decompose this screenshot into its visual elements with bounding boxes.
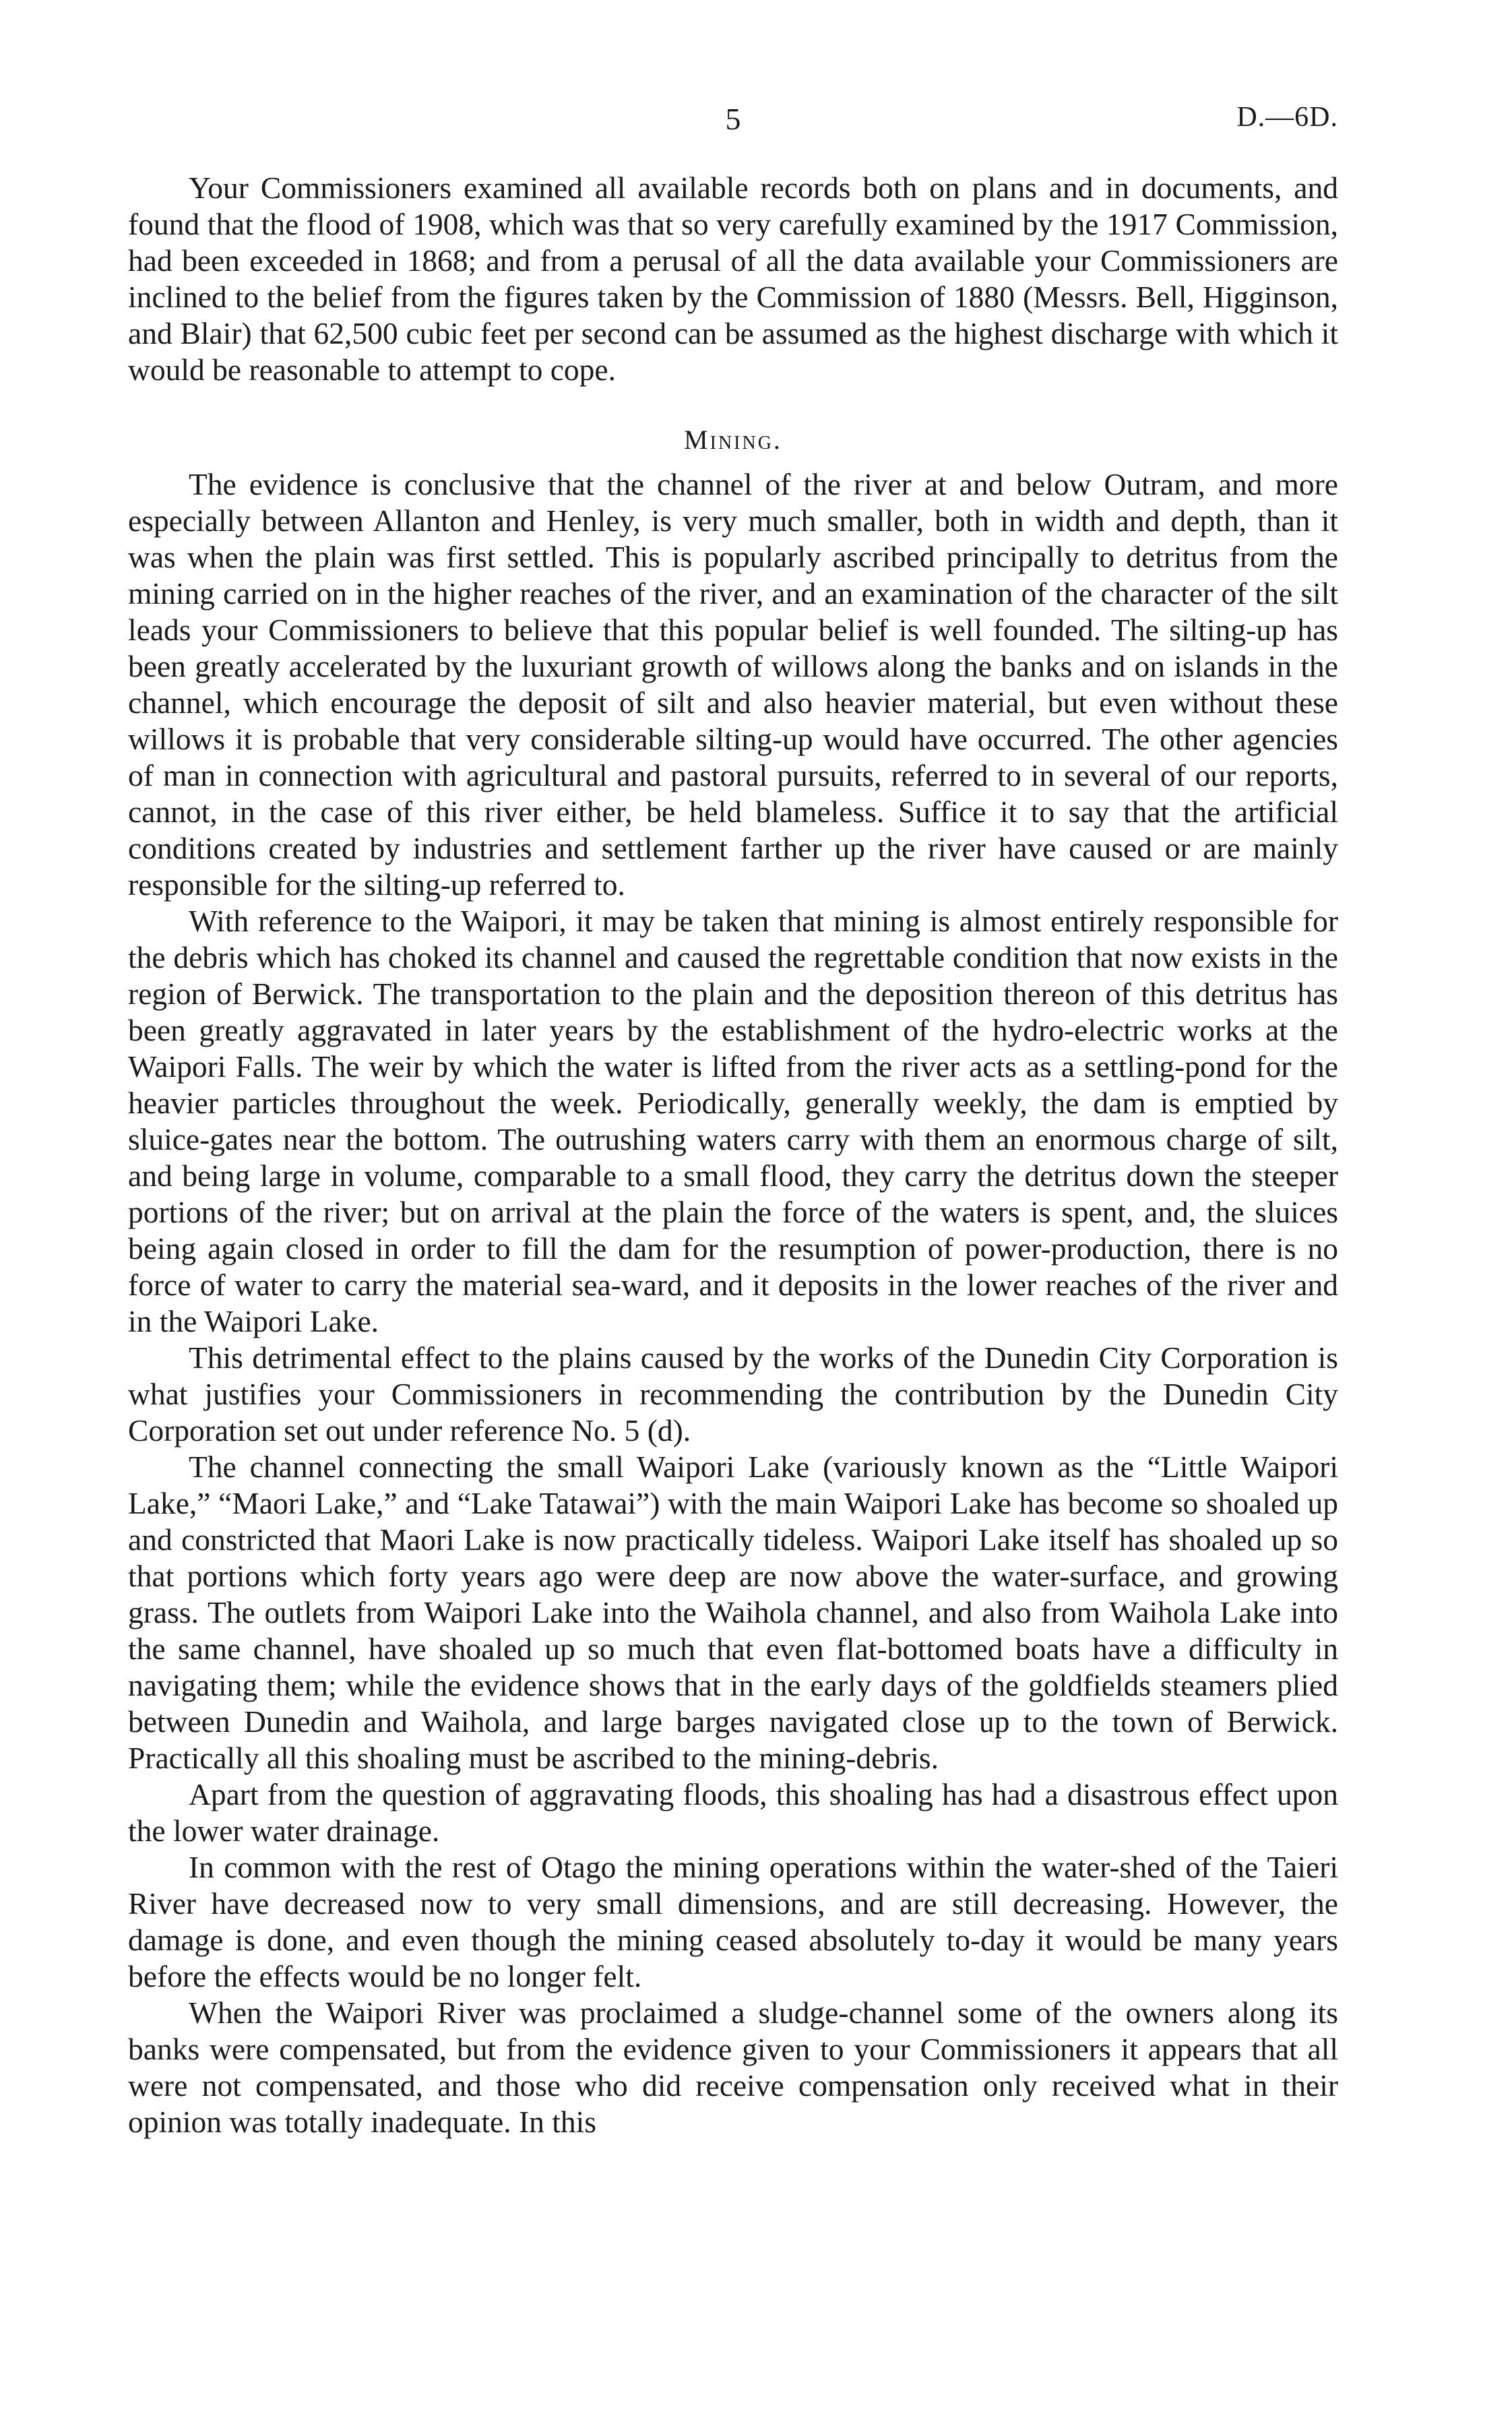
paragraph-lake-shoaling: The channel connecting the small Waipori Lake (variously known as the “Little Waipori Lake,” “Maori Lake,” and “Lake Tatawai”) with the main Waipori Lake has become so shoaled up and constricted that Maori Lake is now practically tideless. Waipori Lake itself has shoaled up so that portions which forty years ago were deep are now above the water-surface, and growing grass. The outlets from Waipori Lake into the Waihola channel, and also from Waihola Lake into the same channel, have shoaled up so much that even flat-bottomed boats have a difficulty in navigating them; while the evidence shows that in the early days of the goldfields steamers plied between Dunedin and Waihola, and large barges navigated close up to the town of Berwick. Practically all this shoaling must be ascribed to the mining-debris. — [128, 1450, 1338, 1775]
paragraph-river-channel: The evidence is conclusive that the channel of the river at and below Outram, and more especially between Allanton and Henley, is very much smaller, both in width and depth, than it was when the plain was first settled. This is popularly ascribed principally to detritus from the mining carried on in the higher reaches of the river, and an examination of the character of the silt leads your Commissioners to believe that this popular belief is well founded. The silting-up has been greatly accelerated by the luxuriant growth of willows along the banks and on islands in the channel, which encourage the deposit of silt and also heavier material, but even without these willows it is probable that very considerable silting-up would have occurred. The other agencies of man in connection with agricultural and pastoral pursuits, referred to in several of our reports, cannot, in the case of this river either, be held blameless. Suffice it to say that the artificial conditions created by industries and settlement farther up the river have caused or are mainly responsible for the silting-up referred to. — [128, 467, 1338, 902]
body-text — [128, 170, 1338, 2140]
section-heading-mining: Mining. — [684, 425, 782, 455]
paragraph-sludge-channel: When the Waipori River was proclaimed a sludge-channel some of the owners along its banks were compensated, but from the evidence given to your Commissioners it appears that all were not compensated, and those who did receive compensation only received what in their opinion was totally inadequate. In this — [128, 1995, 1338, 2139]
paragraph-mining-decrease: In common with the rest of Otago the mining operations within the water-shed of the Taieri River have decreased now to very small dimensions, and are still decreasing. However, the damage is done, and even though the mining ceased absolutely to-day it would be many years before the effects would be no longer felt. — [128, 1850, 1338, 1993]
page-number: 5 — [725, 102, 741, 136]
paragraph-dunedin-contribution: This detrimental effect to the plains caused by the works of the Dunedin City Corporation is what justifies your Commissioners in recommending the contribution by the Dunedin City Corporation set out under reference No. 5 (d). — [128, 1340, 1338, 1448]
paragraph-waipori-debris: With reference to the Waipori, it may be taken that mining is almost entirely responsible for the debris which has choked its channel and caused the regrettable condition that now exists in the region of Berwick. The transportation to the plain and the deposition thereon of this detritus has been greatly aggravated in later years by the establishment of the hydro-electric works at the Waipori Falls. The weir by which the water is lifted from the river acts as a settling-pond for the heavier particles throughout the week. Periodically, generally weekly, the dam is emptied by sluice-gates near the bottom. The outrushing waters carry with them an enormous charge of silt, and being large in volume, comparable to a small flood, they carry the detritus down the steeper portions of the river; but on arrival at the plain the force of the waters is spent, and, the sluices being again closed in order to fill the dam for the resumption of power-production, there is no force of water to carry the material sea-ward, and it deposits in the lower reaches of the river and in the Waipori Lake. — [128, 904, 1338, 1338]
paragraph-drainage-effect: Apart from the question of aggravating floods, this shoaling has had a disastrous effect upon the lower water drainage. — [128, 1777, 1338, 1848]
page-header — [128, 101, 1338, 142]
paragraph-commissioners-records: Your Commissioners examined all available records both on plans and in documents, and found that the flood of 1908, which was that so very carefully examined by the 1917 Commission, had been exceeded in 1868; and from a perusal of all the data available your Commissioners are inclined to the belief from the figures taken by the Commission of 1880 (Messrs. Bell, Higginson, and Blair) that 62,500 cubic feet per second can be assumed as the highest discharge with which it would be reasonable to attempt to cope. — [128, 170, 1338, 387]
document-reference: D.—6D. — [1236, 102, 1338, 133]
